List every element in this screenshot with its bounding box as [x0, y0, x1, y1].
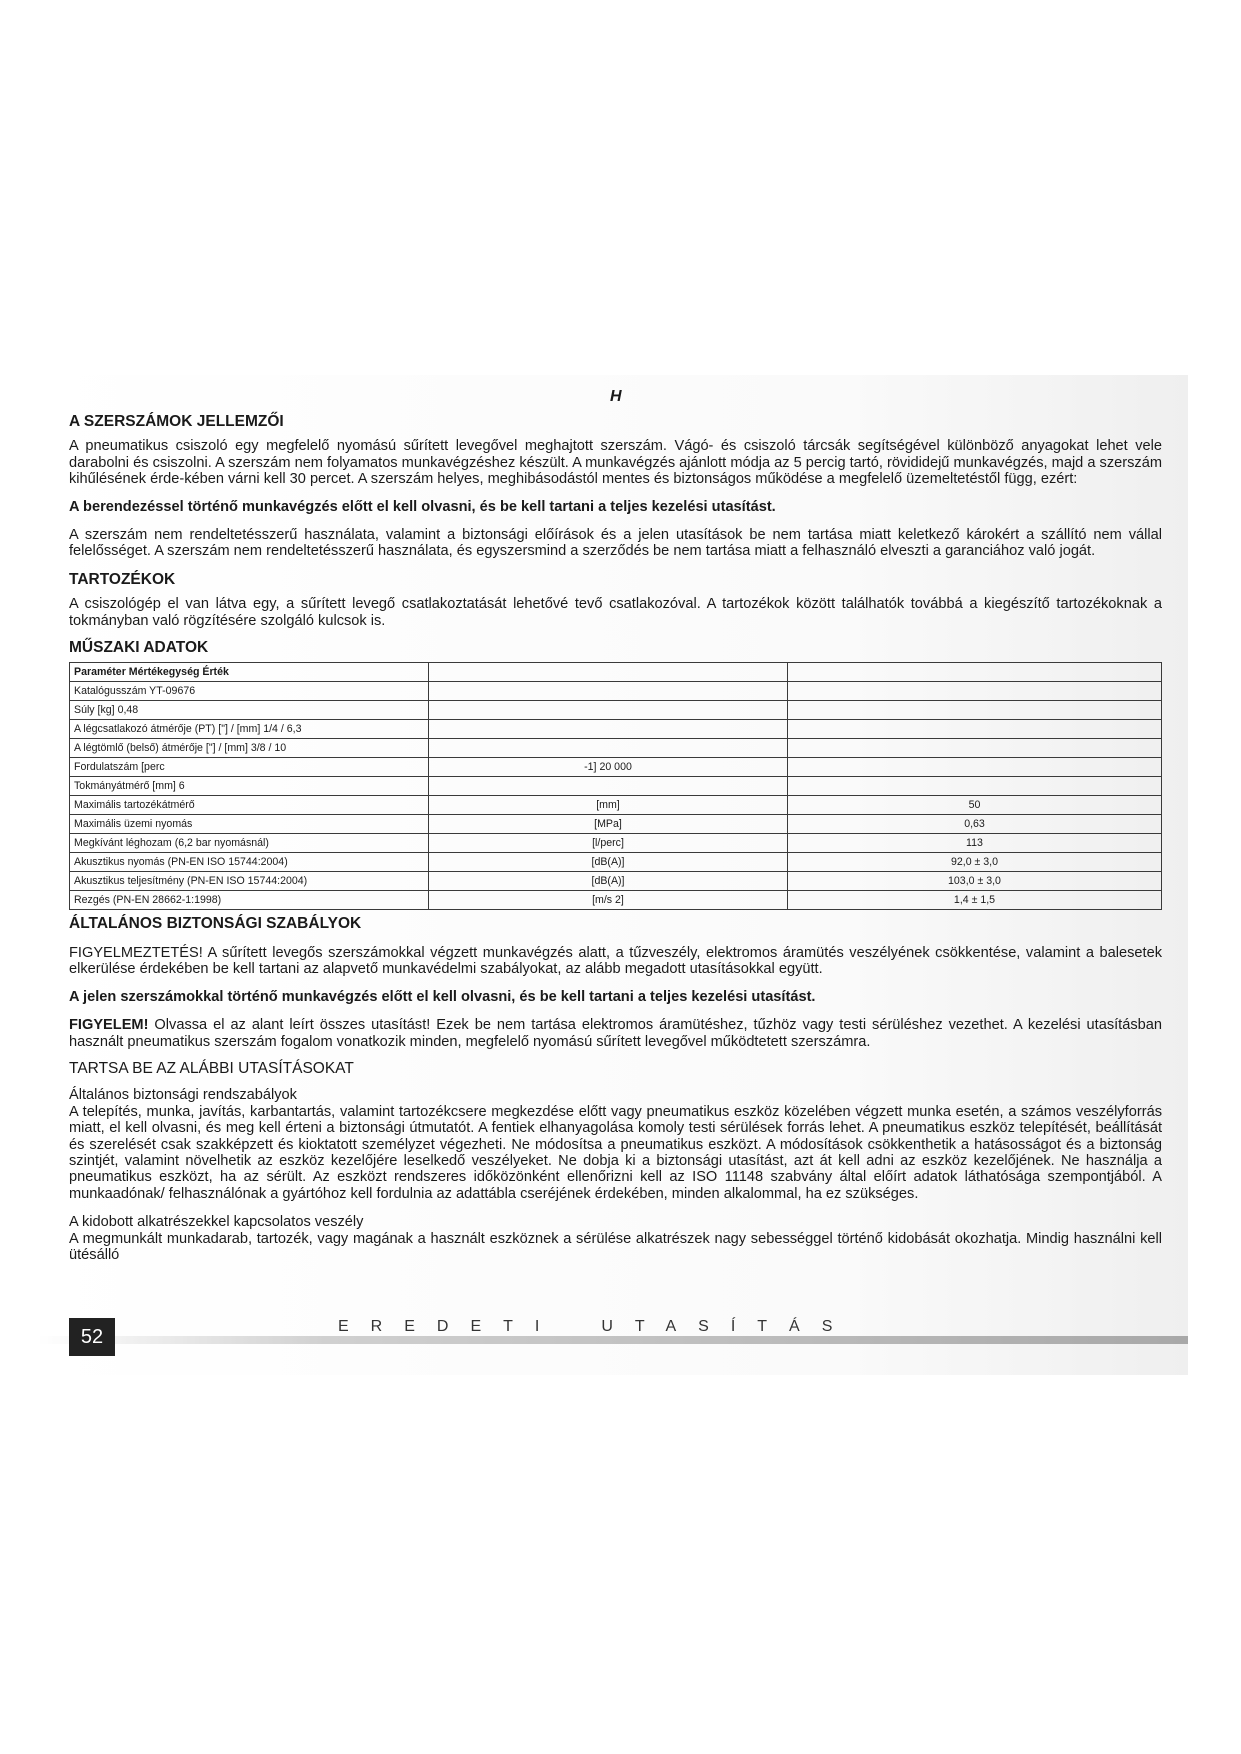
table-row — [70, 758, 1162, 777]
attention-text: Olvassa el az alant leírt összes utasítást! Ezek be nem tartása elektromos áramütéshez, tűzhöz vagy testi sérüléshez vezethet. A kezelési utasításban használt pneumatikus szerszám fogalom vonatkozik minden, megfelelő nyomású sűrített levegővel működtetett szerszámra. — [69, 1017, 1162, 1050]
page-number: 52 — [69, 1318, 115, 1356]
footer-word: EREDETI — [338, 1318, 562, 1335]
table-cell — [788, 739, 1162, 758]
table-cell — [429, 739, 788, 758]
table-row — [70, 891, 1162, 910]
table-cell — [788, 758, 1162, 777]
table-row — [70, 853, 1162, 872]
table-cell: -1] 20 000 — [429, 758, 788, 777]
table-row — [70, 815, 1162, 834]
tech-data-table — [69, 662, 1162, 910]
paragraph: FIGYELMEZTETÉS! A sűrített levegős szerszámokkal végzett munkavégzés alatt, a tűzveszély, elektromos áramütés veszélyének csökkentése, valamint a balesetek elkerülése érdekében be kell tartani az alapvető munkavédelmi szabályokat, az alább megadott utasításokkal együtt. — [69, 944, 1162, 978]
table-cell: [dB(A)] — [429, 872, 788, 891]
table-row — [70, 682, 1162, 701]
footer-label — [338, 1318, 854, 1336]
subheading: Általános biztonsági rendszabályok — [69, 1087, 297, 1104]
table-cell — [788, 777, 1162, 796]
table-cell: Tokmányátmérő [mm] 6 — [70, 777, 429, 796]
attention-label: FIGYELEM! — [69, 1017, 149, 1034]
table-cell: 50 — [788, 796, 1162, 815]
table-cell — [429, 720, 788, 739]
section-title: TARTOZÉKOK — [69, 570, 176, 588]
table-cell: [MPa] — [429, 815, 788, 834]
paragraph: A telepítés, munka, javítás, karbantartás, valamint tartozékcsere megkezdése előtt vagy pneumatikus eszköz közelében végzett munka esetén, a számos veszélyforrás miatt, el kell olvasni, és meg kell érteni a biztonsági útmutatót. A fentiek elhanyagolása komoly testi sérülések forrás lehet. A pneumatikus eszköz telepítését, beállítását és szerelését csak szakképzett és kioktatott személyzet végezheti. Ne módosítsa a pneumatikus eszközt. A módosítások csökkenthetik a hatásosságot és a biztonság szintjét, valamint növelhetik az eszköz kezelőjére leselkedő veszélyeket. Ne dobja ki a biztonsági utasítást, azt át kell adni az eszköz kezelőjének. Ne használja a pneumatikus eszközt, ha az sérült. Az eszközt rendszeres időközönként ellenőrizni kell az ISO 11148 szabvány által előírt adatok láthatósága szempontjából. A munkaadónak/ felhasználónak a gyártóhoz kell fordulnia az adattábla cseréjének érdekében, minden alkalommal, ha ez szükséges. — [69, 1103, 1162, 1202]
paragraph: A pneumatikus csiszoló egy megfelelő nyomású sűrített levegővel meghajtott szerszám. Vágó- és csiszoló tárcsák segítségével különböző anyagokat lehet vele darabolni és csiszolni. A szerszám nem folyamatos munkavégzéshez készült. A munkavégzés ajánlott módja az 5 percig tartó, rövididejű munkavégzés, majd a szerszám kihűlésének érde-kében várni kell 30 percet. A szerszám helyes, meghibásodástól mentes és biztonságos működése a megfelelő üzemeltetéstől függ, ezért: — [69, 438, 1162, 488]
table-cell: [l/perc] — [429, 834, 788, 853]
table-cell — [429, 682, 788, 701]
section-characteristics — [69, 414, 1162, 1274]
table-cell: [dB(A)] — [429, 853, 788, 872]
table-cell: [m/s 2] — [429, 891, 788, 910]
footer-bar — [38, 1336, 1188, 1344]
table-row — [70, 834, 1162, 853]
table-cell — [429, 663, 788, 682]
table-cell: A légcsatlakozó átmérője (PT) ["] / [mm] 1/4 / 6,3 — [70, 720, 429, 739]
paragraph: A csiszológép el van látva egy, a sűrített levegő csatlakoztatását lehetővé tevő csatlakozóval. A tartozékok között találhatók továbbá a kiegészítő tartozékoknak a tokmányban való rögzítésére szolgáló kulcsok is. — [69, 596, 1162, 629]
table-row — [70, 701, 1162, 720]
caps-heading: TARTSA BE AZ ALÁBBI UTASÍTÁSOKAT — [69, 1059, 354, 1077]
table-cell — [429, 701, 788, 720]
table-cell: Megkívánt léghozam (6,2 bar nyomásnál) — [70, 834, 429, 853]
table-cell: Fordulatszám [perc — [70, 758, 429, 777]
table-cell — [788, 663, 1162, 682]
table-row — [70, 739, 1162, 758]
section-title: ÁLTALÁNOS BIZTONSÁGI SZABÁLYOK — [69, 915, 362, 933]
warning-bold: A berendezéssel történő munkavégzés előtt el kell olvasni, és be kell tartani a teljes kezelési utasítást. — [69, 498, 776, 515]
section-title: A SZERSZÁMOK JELLEMZŐI — [69, 413, 284, 430]
paragraph: A megmunkált munkadarab, tartozék, vagy magának a használt eszköznek a sérülése alkatrészek nagy sebességgel történő kidobását okozhatja. Mindig használni kell ütésálló — [69, 1230, 1162, 1263]
warning-bold: A jelen szerszámokkal történő munkavégzés előtt el kell olvasni, és be kell tartani a teljes kezelési utasítást. — [69, 988, 816, 1005]
table-cell: Paraméter Mértékegység Érték — [70, 663, 429, 682]
table-cell: Súly [kg] 0,48 — [70, 701, 429, 720]
table-row — [70, 663, 1162, 682]
table-cell: 92,0 ± 3,0 — [788, 853, 1162, 872]
table-cell: Maximális üzemi nyomás — [70, 815, 429, 834]
table-row — [70, 720, 1162, 739]
table-cell — [429, 777, 788, 796]
table-cell: Akusztikus nyomás (PN-EN ISO 15744:2004) — [70, 853, 429, 872]
table-cell: Akusztikus teljesítmény (PN-EN ISO 15744:2004) — [70, 872, 429, 891]
table-cell: 0,63 — [788, 815, 1162, 834]
table-cell: Rezgés (PN-EN 28662-1:1998) — [70, 891, 429, 910]
paragraph — [69, 1017, 1162, 1050]
table-row — [70, 796, 1162, 815]
table-row — [70, 777, 1162, 796]
table-cell: [mm] — [429, 796, 788, 815]
table-cell — [788, 701, 1162, 720]
table-cell — [788, 720, 1162, 739]
subheading: A kidobott alkatrészekkel kapcsolatos veszély — [69, 1214, 364, 1231]
language-marker: H — [610, 388, 622, 405]
table-cell — [788, 682, 1162, 701]
table-cell: 1,4 ± 1,5 — [788, 891, 1162, 910]
table-cell: Maximális tartozékátmérő — [70, 796, 429, 815]
table-cell: 103,0 ± 3,0 — [788, 872, 1162, 891]
table-cell: 113 — [788, 834, 1162, 853]
table-cell: A légtömlő (belső) átmérője ["] / [mm] 3/8 / 10 — [70, 739, 429, 758]
footer-word: UTASÍTÁS — [601, 1318, 855, 1335]
table-row — [70, 872, 1162, 891]
paragraph: A szerszám nem rendeltetésszerű használata, valamint a biztonsági előírások és a jelen utasítások be nem tartása miatt keletkező károkért a szállító nem vállal felelősséget. A szerszám nem rendeltetésszerű használata, és egyszersmind a szerződés be nem tartása miatt a felhasználó elveszti a garanciához való jogát. — [69, 527, 1162, 560]
table-cell: Katalógusszám YT-09676 — [70, 682, 429, 701]
section-title: MŰSZAKI ADATOK — [69, 639, 209, 657]
